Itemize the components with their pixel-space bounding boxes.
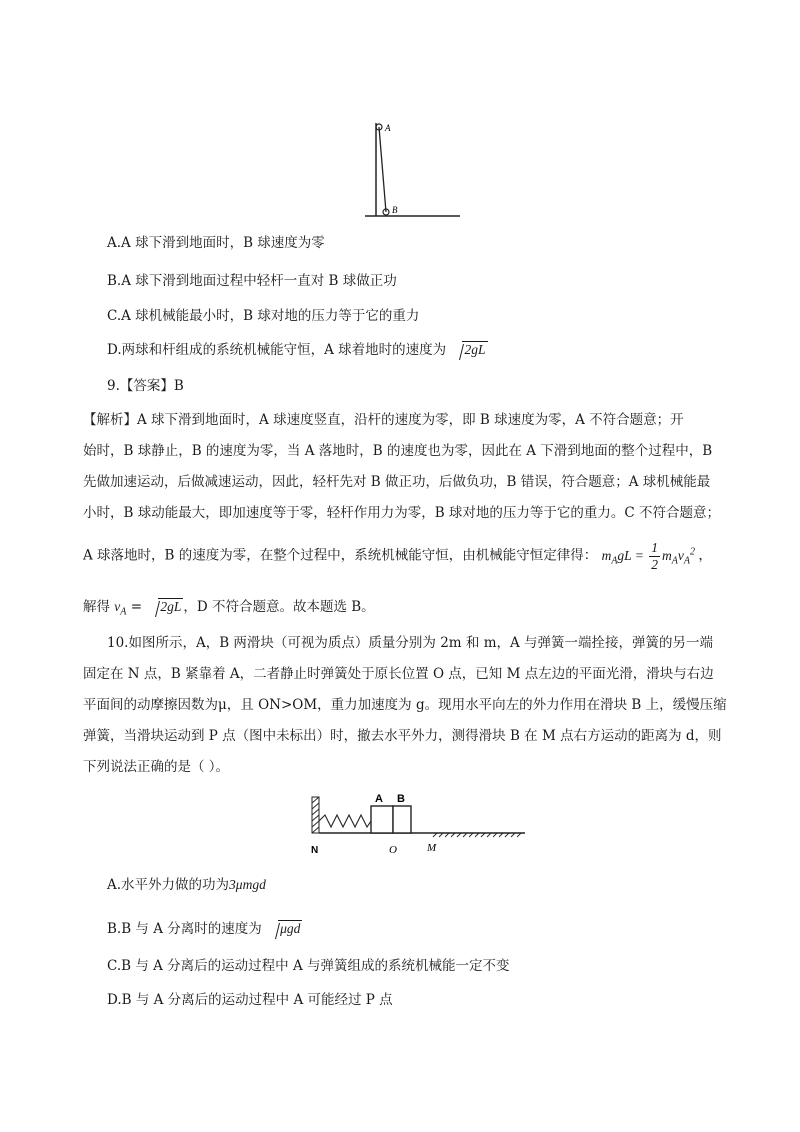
eq-frac-den: 2 xyxy=(651,557,659,572)
eq-v-sup: 2 xyxy=(690,546,696,558)
q10-option-a-text: A.水平外力做的功为 xyxy=(107,877,230,893)
fig2-label-a: A xyxy=(375,793,383,805)
eq-m2-sub: A xyxy=(671,555,678,567)
q9-line5-text: A 球落地时，B 的速度为零，在整个过程中，系统机械能守恒，由机械能守恒定律得： xyxy=(83,547,598,564)
label-a: A xyxy=(385,123,391,133)
spring xyxy=(319,815,371,827)
fig2-label-n: N xyxy=(311,845,319,856)
q10-option-b xyxy=(107,919,302,939)
q10-option-a xyxy=(107,875,266,895)
q9-line6-prefix: 解得 xyxy=(83,599,110,615)
figure-spring-blocks xyxy=(305,785,535,865)
eq-fraction xyxy=(649,540,660,573)
fig2-label-b: B xyxy=(397,793,405,805)
v-letter: v xyxy=(114,599,121,614)
q9-analysis-line-4: 小时，B 球动能最大，即加速度等于零，轻杆作用力为零，B 球对地的压力等于它的重力。C 不符合题意； xyxy=(83,505,721,521)
q9-sqrt xyxy=(146,597,183,617)
q10-sqrt xyxy=(266,919,302,939)
wall-hatching xyxy=(312,797,319,833)
q8-option-b: B.A 球下滑到地面过程中轻杆一直对 B 球做正功 xyxy=(107,273,397,289)
q9-sqrt-radicand: 2gL xyxy=(160,599,182,614)
figure-rod-balls xyxy=(365,115,465,225)
q8-radicand: 2gL xyxy=(464,342,486,357)
eq-frac-num: 1 xyxy=(651,540,659,555)
q10-sqrt-radicand: μgd xyxy=(280,921,301,936)
q10-option-c: C.B 与 A 分离后的运动过程中 A 与弹簧组成的系统机械能一定不变 xyxy=(107,958,510,974)
label-b: B xyxy=(392,205,398,215)
q10-line-1: 10.如图所示，A，B 两滑块（可视为质点）质量分别为 2m 和 m，A 与弹簧一端拴接，弹簧的另一端 xyxy=(107,635,714,651)
q8-option-c: C.A 球机械能最小时，B 球对地的压力等于它的重力 xyxy=(107,308,420,324)
rod-line xyxy=(379,127,386,212)
q9-analysis-line-5 xyxy=(83,540,712,573)
q10-line-4: 弹簧，当滑块运动到 P 点（图中未标出）时，撤去水平外力，测得滑块 B 在 M 点右方运动的距离为 d，则 xyxy=(83,728,722,744)
q9-analysis-line-6 xyxy=(83,597,375,623)
eq-gl: gL = xyxy=(617,547,644,563)
q9-equation xyxy=(601,540,699,572)
fig2-label-m: M xyxy=(427,842,437,854)
q10-line-3: 平面间的动摩擦因数为μ，且 ON>OM，重力加速度为 g。现用水平向左的外力作用在滑块 B 上，缓慢压缩 xyxy=(83,697,727,713)
q8-sqrt xyxy=(450,340,487,360)
q10-option-a-math: 3μmgd xyxy=(229,877,266,892)
block-b xyxy=(393,806,411,833)
q9-analysis-line-2: 始时，B 球静止，B 的速度为零，当 A 落地时，B 的速度也为零，因此在 A 下滑到地面的整个过程中，B xyxy=(83,443,713,459)
q9-answer: 9.【答案】B xyxy=(107,378,184,394)
q10-option-d: D.B 与 A 分离后的运动过程中 A 可能经过 P 点 xyxy=(107,992,393,1008)
q8-option-d-text: D.两球和杆组成的系统机械能守恒，A 球着地时的速度为 xyxy=(107,342,447,358)
q10-option-b-text: B.B 与 A 分离时的速度为 xyxy=(107,921,262,937)
q10-line-5: 下列说法正确的是（ ）。 xyxy=(83,759,230,775)
q10-line-2: 固定在 N 点，B 紧靠着 A，二者静止时弹簧处于原长位置 O 点，已知 M 点左边的平面光滑，滑块与右边 xyxy=(83,666,714,682)
q9-line6-v xyxy=(114,599,127,618)
eq-m2: m xyxy=(662,547,672,563)
eq-end: ， xyxy=(698,547,712,564)
q8-option-a: A.A 球下滑到地面时，B 球速度为零 xyxy=(107,235,325,251)
q8-option-d xyxy=(107,340,488,360)
eq-m: m xyxy=(601,547,612,563)
block-a xyxy=(371,806,393,833)
fig2-label-o: O xyxy=(389,844,397,856)
eq-v: v xyxy=(677,547,684,563)
q9-analysis-line-3: 先做加速运动，后做减速运动，因此，轻杆先对 B 做正功，后做负功，B 错误，符合题意；A 球机械能最 xyxy=(83,474,711,490)
eq-m-sub: A xyxy=(611,555,618,567)
q9-line6-suffix: ，D 不符合题意。故本题选 B。 xyxy=(183,599,375,615)
v-sub: A xyxy=(120,606,127,618)
q9-line6-eq: = xyxy=(126,599,147,615)
q9-analysis-line-1: 【解析】A 球下滑到地面时，A 球速度竖直，沿杆的速度为零，即 B 球速度为零，A 不符合题意；开 xyxy=(83,412,684,428)
eq-v-sub: A xyxy=(683,555,691,567)
